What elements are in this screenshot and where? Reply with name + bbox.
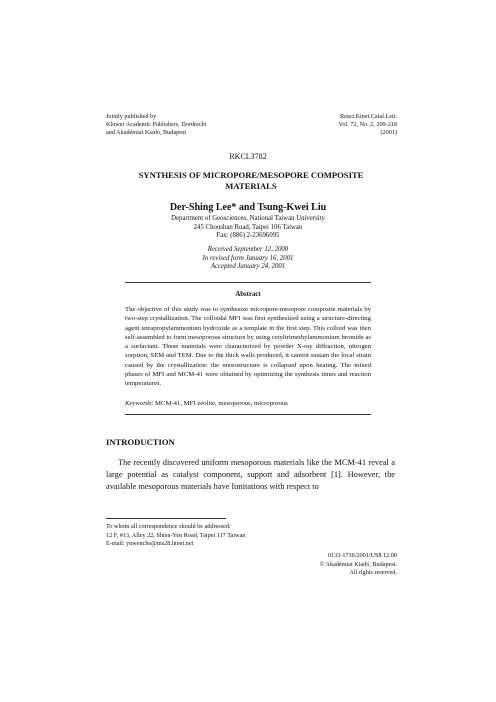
journal-line: Vol. 72, No. 2, 209-218	[338, 121, 397, 128]
affiliation	[0, 215, 496, 241]
keywords	[125, 400, 371, 407]
intro-paragraph: The recently discovered uniform mesoporous materials like the MCM-41 reveal a large potential as catalyst component, support and adsorbent [1]. However, the available mesoporous materials have limitations with respect to	[106, 458, 395, 492]
journal-line: (2001)	[380, 129, 397, 136]
correspondence-footnote	[106, 523, 245, 549]
affiliation-line: Department of Geosciences, National Taiwan University	[171, 215, 325, 222]
divider	[125, 414, 371, 415]
footnote-line: E-mail: yuwenche@ms28.hinet.net	[106, 540, 194, 547]
abstract-text: The objective of this study was to synthesize micropore-mesopore composite materials by two-step crystallization. The colloidal MFI was first synthesized using a structure-directing agent tetrapropylammonium hydroxide as a template in the first step. This colloid was then self-assembled to form mesoporous structure by using cetyltrimethylammonium bromide as a surfactant. These materials were characterized by powder X-ray diffraction, nitrogen sorption, SEM and TEM. Due to the thick walls produced, it cannot sustain the local strain caused by the crystallization: the mesostructure is collapsed upon heating. The mixed phases of MFI and MCM-41 were obtained by optimizing the synthesis times and reaction temperatures.	[125, 306, 371, 388]
publisher-line: Kluwer Academic Publishers, Dordrecht	[106, 121, 207, 128]
affiliation-line: Fax: (886) 2-23696095	[216, 232, 280, 240]
section-heading: INTRODUCTION	[106, 437, 175, 447]
journal-reference	[237, 113, 397, 137]
keywords-label: Keywords	[125, 400, 152, 407]
submission-dates	[0, 246, 496, 272]
footnote-line: 12 F, #13, Alley 22, Shien-Yen Road, Taipei 117 Taiwan	[106, 531, 246, 539]
keywords-text: : MCM-41, MFI zeolite, mesoporous, microporous	[151, 400, 288, 407]
date-revised: In revised form January 16, 2001	[202, 254, 294, 262]
authors: Der-Shing Lee* and Tsung-Kwei Liu	[169, 202, 327, 213]
abstract-heading: Abstract	[235, 291, 261, 298]
affiliation-line: 245 Choushan Road, Taipei 106 Taiwan	[193, 223, 303, 231]
footnote-line: To whom all correspondence should be addressed:	[106, 523, 231, 530]
title-line: SYNTHESIS OF MICROPORE/MESOPORE COMPOSITE	[138, 170, 364, 180]
copyright-line: All rights reserved.	[349, 569, 397, 576]
copyright-notice	[237, 552, 397, 578]
journal-line: React.Kinet.Catal.Lett.	[339, 113, 397, 120]
copyright-line: 0133-1736/2001/US$ 12.00	[327, 552, 397, 559]
date-accepted: Accepted January 24, 2001	[210, 263, 286, 271]
title-line: MATERIALS	[225, 181, 277, 191]
copyright-line: © Akadémiai Kiadó, Budapest.	[319, 560, 397, 568]
divider	[125, 282, 371, 283]
publisher-line: Jointly published by	[106, 113, 157, 120]
publisher-line: and Akadémiai Kiadó, Budapest	[106, 129, 187, 136]
paper-title	[106, 170, 396, 192]
paper-code: RKCL3782	[229, 152, 267, 161]
date-received: Received September 12, 2000	[207, 246, 289, 253]
footnote-divider	[106, 518, 226, 519]
